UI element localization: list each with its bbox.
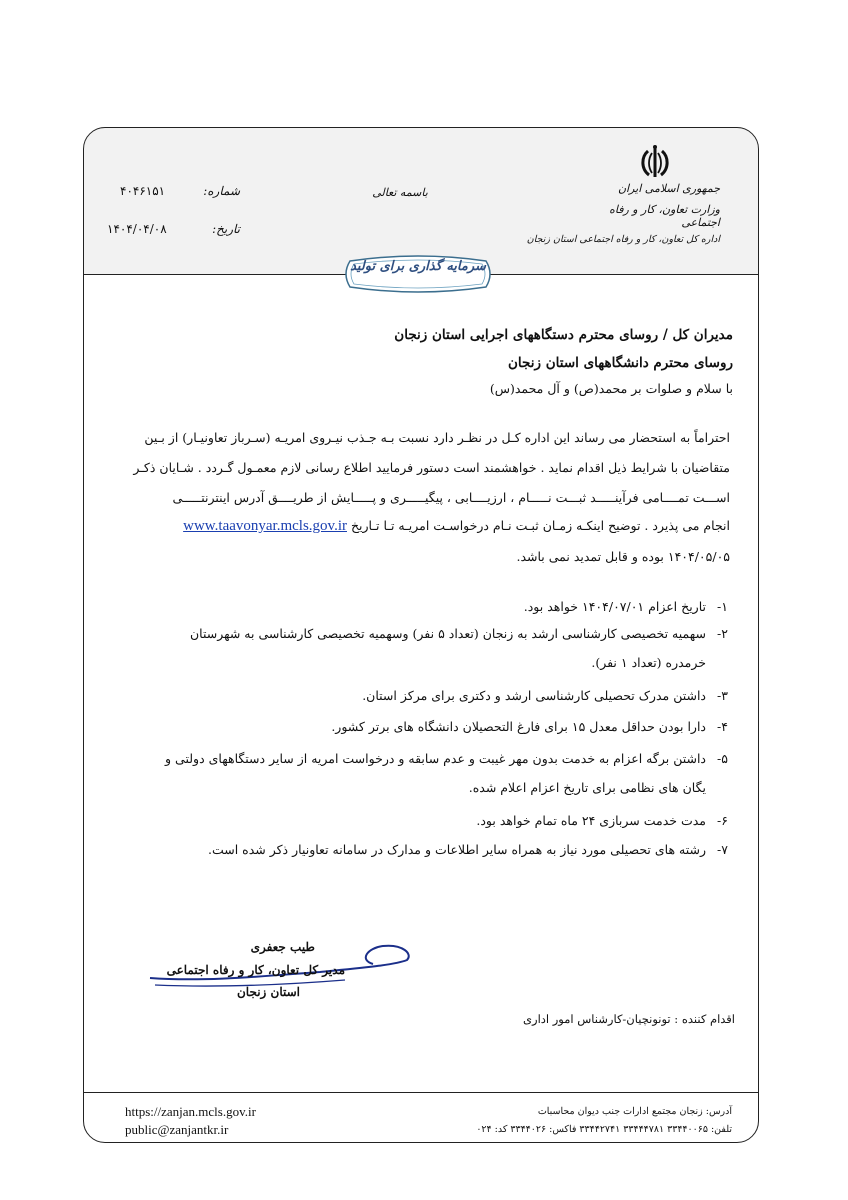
signer-province: استان زنجان <box>236 985 300 999</box>
list-item-continuation: یگان های نظامی برای تاریخ اعزام اعلام شده. <box>468 780 706 795</box>
list-item: ۷-رشته های تحصیلی مورد نیاز به همراه سایر اطلاعات و مدارک در سامانه تعاونیار ذکر شده است. <box>207 842 728 857</box>
body-line-1: احتراماً به استحضار می رساند این اداره کـل در نظـر دارد نسبت بـه جـذب نیـروی امریـه (سـرباز تعاونیـار) از بـین <box>144 430 730 445</box>
number-label: شماره: <box>203 184 240 198</box>
list-item: ۲-سهمیه تخصیصی کارشناسی ارشد به زنجان (تعداد ۵ نفر) وسهمیه تخصیصی کارشناسی به شهرستان <box>189 626 728 641</box>
greeting: با سلام و صلوات بر محمد(ص) و آل محمد(س) <box>489 381 733 396</box>
body-line-5: ۱۴۰۴/۰۵/۰۵ بوده و قابل تمدید نمی باشد. <box>516 549 730 564</box>
recipient-line-2: روسای محترم دانشگاههای استان زنجان <box>508 355 733 371</box>
recipient-line-1: مدیران کل / روسای محترم دستگاههای اجرایی استان زنجان <box>394 327 733 343</box>
list-item-continuation: خرمدره (تعداد ۱ نفر). <box>591 655 706 670</box>
footer-phones: تلفن: ۳۳۴۴۰۰۶۵ ۳۳۴۴۴۷۸۱ ۳۳۴۴۲۷۴۱ فاکس: ۳۳۴۴۰۲۶ کد: ۰۲۴ <box>476 1124 732 1135</box>
emblem-line-2: وزارت تعاون، کار و رفاه اجتماعی <box>609 203 720 229</box>
list-item: ۱-تاریخ اعزام ۱۴۰۴/۰۷/۰۱ خواهد بود. <box>523 599 728 614</box>
registration-url-link[interactable]: www.taavonyar.mcls.gov.ir <box>183 518 347 534</box>
date-value: ۱۴۰۴/۰۴/۰۸ <box>107 222 167 236</box>
body-line-4-text: انجام می پذیرد . توضیح اینکـه زمـان ثبـت نـام درخواسـت امریـه تـا تـاریخ <box>350 518 730 533</box>
footer-email[interactable]: public@zanjantkr.ir <box>125 1122 229 1137</box>
signer-title: مدیر کل تعاون، کار و رفاه اجتماعی <box>166 963 345 977</box>
body-line-4 <box>108 513 730 539</box>
list-item: ۶-مدت خدمت سربازی ۲۴ ماه تمام خواهد بود. <box>476 813 728 828</box>
list-item: ۳-داشتن مدرک تحصیلی کارشناسی ارشد و دکتری برای مرکز استان. <box>362 688 728 703</box>
body-line-3: اســـت تمــــامی فرآینـــــد ثبـــت نـــــام ، ارزیــــابی ، پیگیـــــری و پـــــایش از طریــــق آدرس اینترنتـــــی <box>172 490 730 505</box>
list-item: ۴-دارا بودن حداقل معدل ۱۵ برای فارغ التحصیلان دانشگاه های برتر کشور. <box>331 719 728 734</box>
date-label: تاریخ: <box>212 222 240 236</box>
emblem-line-1: جمهوری اسلامی ایران <box>617 182 720 195</box>
footer-address: آدرس: زنجان مجتمع ادارات جنب دیوان محاسبات <box>537 1106 732 1117</box>
footer-divider <box>83 1092 759 1093</box>
signer-name: طیب جعفری <box>250 940 315 954</box>
number-value: ۴۰۴۶۱۵۱ <box>120 184 166 198</box>
iran-emblem-icon <box>635 143 675 183</box>
body-line-2: متقاضیان با شرایط ذیل اقدام نماید . خواهشمند است دستور فرمایید اطلاع رسانی لازم معمـول گـردد . شـایان ذکـر <box>133 460 730 475</box>
slogan: سرمایه گذاری برای تولید <box>350 259 486 274</box>
bismillah: باسمه تعالی <box>372 186 428 199</box>
action-by: اقدام کننده : تونونچیان-کارشناس امور اداری <box>523 1012 735 1026</box>
emblem-line-3: اداره کل تعاون، کار و رفاه اجتماعی استان زنجان <box>526 234 720 245</box>
list-item: ۵-داشتن برگه اعزام به خدمت بدون مهر غیبت و عدم سابقه و درخواست امریه از سایر دستگاههای دولتی و <box>165 751 728 766</box>
footer-website[interactable]: https://zanjan.mcls.gov.ir <box>125 1104 256 1119</box>
